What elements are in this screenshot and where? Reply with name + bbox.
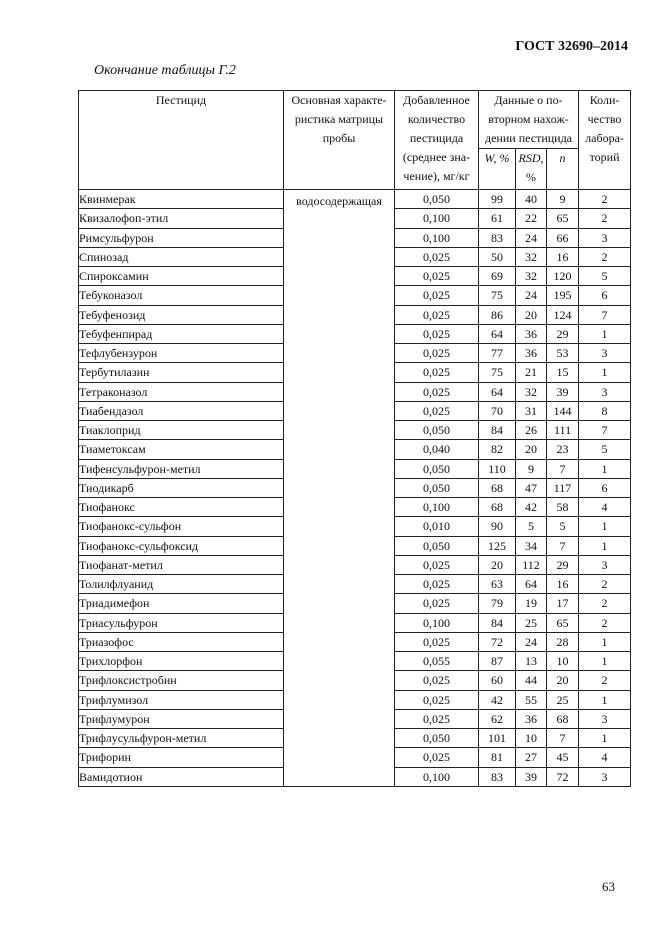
- labs-cell: 7: [579, 421, 631, 440]
- pesticide-name-cell: Тиофанокс-сульфоксид: [79, 536, 284, 555]
- header-rsd: RSD, %: [516, 149, 547, 190]
- rsd-cell: 36: [516, 324, 547, 343]
- pesticide-name-cell: Тербутилазин: [79, 363, 284, 382]
- pesticide-name-cell: Тетраконазол: [79, 382, 284, 401]
- rsd-cell: 39: [516, 767, 547, 786]
- w-cell: 90: [479, 517, 516, 536]
- rsd-cell: 24: [516, 228, 547, 247]
- w-cell: 64: [479, 324, 516, 343]
- w-cell: 87: [479, 652, 516, 671]
- pesticide-name-cell: Спинозад: [79, 247, 284, 266]
- labs-cell: 2: [579, 190, 631, 209]
- added-amount-cell: 0,025: [395, 382, 479, 401]
- labs-cell: 3: [579, 344, 631, 363]
- n-cell: 28: [547, 632, 579, 651]
- labs-cell: 1: [579, 536, 631, 555]
- w-cell: 84: [479, 421, 516, 440]
- w-cell: 86: [479, 305, 516, 324]
- n-cell: 58: [547, 498, 579, 517]
- w-cell: 60: [479, 671, 516, 690]
- pesticide-name-cell: Тиабендазол: [79, 401, 284, 420]
- w-cell: 75: [479, 286, 516, 305]
- rsd-cell: 64: [516, 575, 547, 594]
- rsd-cell: 27: [516, 748, 547, 767]
- w-cell: 70: [479, 401, 516, 420]
- n-cell: 111: [547, 421, 579, 440]
- n-cell: 39: [547, 382, 579, 401]
- rsd-cell: 32: [516, 267, 547, 286]
- w-cell: 82: [479, 440, 516, 459]
- n-cell: 17: [547, 594, 579, 613]
- pesticide-name-cell: Тиофанокс-сульфон: [79, 517, 284, 536]
- rsd-cell: 26: [516, 421, 547, 440]
- labs-cell: 8: [579, 401, 631, 420]
- labs-cell: 3: [579, 228, 631, 247]
- n-cell: 45: [547, 748, 579, 767]
- added-amount-cell: 0,010: [395, 517, 479, 536]
- w-cell: 83: [479, 767, 516, 786]
- rsd-cell: 112: [516, 555, 547, 574]
- rsd-cell: 36: [516, 709, 547, 728]
- added-amount-cell: 0,050: [395, 421, 479, 440]
- rsd-cell: 24: [516, 286, 547, 305]
- n-cell: 7: [547, 459, 579, 478]
- labs-cell: 6: [579, 478, 631, 497]
- table-body: [79, 190, 631, 787]
- labs-cell: 2: [579, 671, 631, 690]
- pesticide-name-cell: Тебуфенпирад: [79, 324, 284, 343]
- labs-cell: 3: [579, 382, 631, 401]
- header-w: W, %: [479, 149, 516, 190]
- rsd-cell: 34: [516, 536, 547, 555]
- w-cell: 99: [479, 190, 516, 209]
- n-cell: 16: [547, 575, 579, 594]
- rsd-cell: 32: [516, 382, 547, 401]
- rsd-cell: 10: [516, 729, 547, 748]
- w-cell: 68: [479, 498, 516, 517]
- pesticide-name-cell: Тиаметоксам: [79, 440, 284, 459]
- labs-cell: 4: [579, 748, 631, 767]
- added-amount-cell: 0,100: [395, 228, 479, 247]
- pesticide-name-cell: Тебуконазол: [79, 286, 284, 305]
- header-pesticide: Пестицид: [79, 91, 284, 190]
- w-cell: 84: [479, 613, 516, 632]
- added-amount-cell: 0,025: [395, 671, 479, 690]
- pesticide-name-cell: Толилфлуанид: [79, 575, 284, 594]
- added-amount-cell: 0,025: [395, 305, 479, 324]
- rsd-cell: 55: [516, 690, 547, 709]
- w-cell: 64: [479, 382, 516, 401]
- rsd-cell: 47: [516, 478, 547, 497]
- rsd-cell: 40: [516, 190, 547, 209]
- w-cell: 79: [479, 594, 516, 613]
- added-amount-cell: 0,025: [395, 594, 479, 613]
- rsd-cell: 21: [516, 363, 547, 382]
- n-cell: 9: [547, 190, 579, 209]
- labs-cell: 7: [579, 305, 631, 324]
- w-cell: 68: [479, 478, 516, 497]
- n-cell: 10: [547, 652, 579, 671]
- n-cell: 7: [547, 536, 579, 555]
- w-cell: 81: [479, 748, 516, 767]
- rsd-cell: 32: [516, 247, 547, 266]
- w-cell: 110: [479, 459, 516, 478]
- pesticide-name-cell: Римсульфурон: [79, 228, 284, 247]
- labs-cell: 2: [579, 594, 631, 613]
- added-amount-cell: 0,055: [395, 652, 479, 671]
- pesticide-name-cell: Тиофанат-метил: [79, 555, 284, 574]
- rsd-cell: 20: [516, 440, 547, 459]
- pesticide-name-cell: Вамидотион: [79, 767, 284, 786]
- labs-cell: 1: [579, 324, 631, 343]
- pesticide-name-cell: Трифлусульфурон-метил: [79, 729, 284, 748]
- w-cell: 101: [479, 729, 516, 748]
- labs-cell: 1: [579, 363, 631, 382]
- pesticide-name-cell: Трифлоксистробин: [79, 671, 284, 690]
- rsd-cell: 36: [516, 344, 547, 363]
- labs-cell: 6: [579, 286, 631, 305]
- w-cell: 125: [479, 536, 516, 555]
- labs-cell: 4: [579, 498, 631, 517]
- n-cell: 195: [547, 286, 579, 305]
- labs-cell: 3: [579, 767, 631, 786]
- page-number: 63: [602, 879, 615, 894]
- matrix-cell: водосодержащая: [284, 190, 395, 787]
- w-cell: 83: [479, 228, 516, 247]
- n-cell: 72: [547, 767, 579, 786]
- n-cell: 29: [547, 324, 579, 343]
- added-amount-cell: 0,025: [395, 632, 479, 651]
- w-cell: 63: [479, 575, 516, 594]
- added-amount-cell: 0,025: [395, 267, 479, 286]
- pesticide-name-cell: Трифорин: [79, 748, 284, 767]
- pesticide-name-cell: Квизалофоп-этил: [79, 209, 284, 228]
- labs-cell: 1: [579, 652, 631, 671]
- n-cell: 117: [547, 478, 579, 497]
- labs-cell: 1: [579, 459, 631, 478]
- labs-cell: 2: [579, 209, 631, 228]
- labs-cell: 2: [579, 247, 631, 266]
- n-cell: 20: [547, 671, 579, 690]
- w-cell: 72: [479, 632, 516, 651]
- w-cell: 69: [479, 267, 516, 286]
- pesticide-name-cell: Тифенсульфурон-метил: [79, 459, 284, 478]
- rsd-cell: 20: [516, 305, 547, 324]
- added-amount-cell: 0,025: [395, 344, 479, 363]
- rsd-cell: 24: [516, 632, 547, 651]
- n-cell: 53: [547, 344, 579, 363]
- rsd-cell: 19: [516, 594, 547, 613]
- added-amount-cell: 0,025: [395, 709, 479, 728]
- n-cell: 120: [547, 267, 579, 286]
- labs-cell: 3: [579, 555, 631, 574]
- w-cell: 62: [479, 709, 516, 728]
- pesticide-name-cell: Триазофос: [79, 632, 284, 651]
- labs-cell: 1: [579, 632, 631, 651]
- labs-cell: 2: [579, 575, 631, 594]
- w-cell: 50: [479, 247, 516, 266]
- pesticide-name-cell: Триадимефон: [79, 594, 284, 613]
- header-added-amount: Добавленное количество пестицида (среднее зна- чение), мг/кг: [395, 91, 479, 190]
- added-amount-cell: 0,050: [395, 729, 479, 748]
- rsd-cell: 42: [516, 498, 547, 517]
- n-cell: 66: [547, 228, 579, 247]
- n-cell: 7: [547, 729, 579, 748]
- header-repeat-data: Данные о по- вторном нахож- дении пестицида: [479, 91, 579, 149]
- pesticide-name-cell: Тебуфенозид: [79, 305, 284, 324]
- added-amount-cell: 0,025: [395, 401, 479, 420]
- added-amount-cell: 0,025: [395, 690, 479, 709]
- table-row: [79, 190, 631, 209]
- labs-cell: 5: [579, 440, 631, 459]
- pesticide-name-cell: Тефлубензурон: [79, 344, 284, 363]
- added-amount-cell: 0,025: [395, 555, 479, 574]
- labs-cell: 1: [579, 517, 631, 536]
- pesticide-name-cell: Трифлумизол: [79, 690, 284, 709]
- pesticide-name-cell: Спироксамин: [79, 267, 284, 286]
- labs-cell: 5: [579, 267, 631, 286]
- rsd-cell: 31: [516, 401, 547, 420]
- rsd-cell: 9: [516, 459, 547, 478]
- added-amount-cell: 0,025: [395, 286, 479, 305]
- pesticide-name-cell: Тиофанокс: [79, 498, 284, 517]
- labs-cell: 3: [579, 709, 631, 728]
- w-cell: 42: [479, 690, 516, 709]
- table-caption: Окончание таблицы Г.2: [94, 63, 236, 78]
- added-amount-cell: 0,100: [395, 498, 479, 517]
- standard-number: ГОСТ 32690–2014: [515, 39, 628, 54]
- added-amount-cell: 0,100: [395, 613, 479, 632]
- n-cell: 68: [547, 709, 579, 728]
- n-cell: 124: [547, 305, 579, 324]
- pesticide-name-cell: Трихлорфон: [79, 652, 284, 671]
- header-matrix: Основная характе- ристика матрицы пробы: [284, 91, 395, 190]
- w-cell: 61: [479, 209, 516, 228]
- rsd-cell: 13: [516, 652, 547, 671]
- w-cell: 75: [479, 363, 516, 382]
- n-cell: 144: [547, 401, 579, 420]
- n-cell: 15: [547, 363, 579, 382]
- added-amount-cell: 0,050: [395, 478, 479, 497]
- pesticide-name-cell: Тиодикарб: [79, 478, 284, 497]
- added-amount-cell: 0,050: [395, 536, 479, 555]
- added-amount-cell: 0,025: [395, 363, 479, 382]
- labs-cell: 1: [579, 729, 631, 748]
- added-amount-cell: 0,040: [395, 440, 479, 459]
- n-cell: 25: [547, 690, 579, 709]
- header-n: n: [547, 149, 579, 190]
- added-amount-cell: 0,025: [395, 748, 479, 767]
- w-cell: 77: [479, 344, 516, 363]
- n-cell: 65: [547, 613, 579, 632]
- labs-cell: 1: [579, 690, 631, 709]
- rsd-cell: 5: [516, 517, 547, 536]
- added-amount-cell: 0,050: [395, 459, 479, 478]
- added-amount-cell: 0,050: [395, 190, 479, 209]
- rsd-cell: 22: [516, 209, 547, 228]
- n-cell: 29: [547, 555, 579, 574]
- added-amount-cell: 0,025: [395, 575, 479, 594]
- added-amount-cell: 0,100: [395, 209, 479, 228]
- n-cell: 65: [547, 209, 579, 228]
- added-amount-cell: 0,025: [395, 247, 479, 266]
- rsd-cell: 44: [516, 671, 547, 690]
- pesticide-name-cell: Трифлумурон: [79, 709, 284, 728]
- labs-cell: 2: [579, 613, 631, 632]
- pesticide-name-cell: Квинмерак: [79, 190, 284, 209]
- n-cell: 5: [547, 517, 579, 536]
- header-labs-count: Коли- чество лабора- торий: [579, 91, 631, 190]
- added-amount-cell: 0,025: [395, 324, 479, 343]
- added-amount-cell: 0,100: [395, 767, 479, 786]
- n-cell: 23: [547, 440, 579, 459]
- pesticide-name-cell: Тиаклоприд: [79, 421, 284, 440]
- rsd-cell: 25: [516, 613, 547, 632]
- pesticide-name-cell: Триасульфурон: [79, 613, 284, 632]
- pesticide-table: [78, 90, 631, 787]
- n-cell: 16: [547, 247, 579, 266]
- w-cell: 20: [479, 555, 516, 574]
